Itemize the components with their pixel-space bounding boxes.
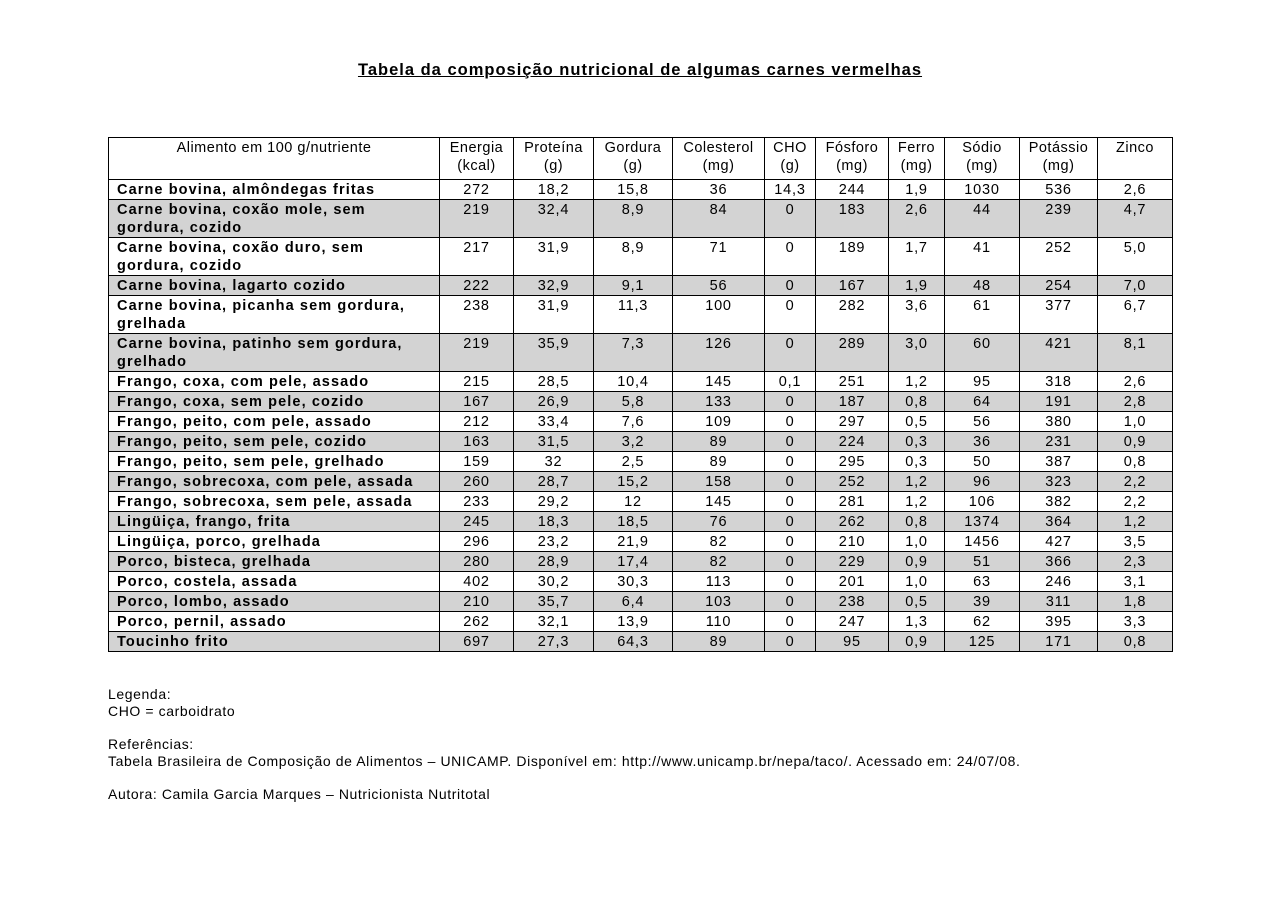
value-cell: 0,8 — [1098, 452, 1173, 472]
value-cell: 191 — [1020, 392, 1098, 412]
value-cell: 0 — [765, 472, 816, 492]
value-cell: 311 — [1020, 592, 1098, 612]
value-cell: 280 — [440, 552, 514, 572]
value-cell: 167 — [440, 392, 514, 412]
value-cell: 89 — [673, 432, 765, 452]
value-cell: 89 — [673, 452, 765, 472]
value-cell: 217 — [440, 238, 514, 276]
food-name-cell: Carne bovina, patinho sem gordura, grelhado — [109, 334, 440, 372]
value-cell: 0 — [765, 452, 816, 472]
value-cell: 0 — [765, 492, 816, 512]
value-cell: 536 — [1020, 180, 1098, 200]
value-cell: 0,3 — [889, 452, 945, 472]
value-cell: 189 — [816, 238, 889, 276]
value-cell: 246 — [1020, 572, 1098, 592]
value-cell: 697 — [440, 632, 514, 652]
value-cell: 251 — [816, 372, 889, 392]
value-cell: 380 — [1020, 412, 1098, 432]
value-cell: 31,5 — [514, 432, 594, 452]
value-cell: 31,9 — [514, 238, 594, 276]
author-credit: Autora: Camila Garcia Marques – Nutricionista Nutritotal — [108, 786, 491, 802]
table-header-row — [109, 138, 1173, 180]
value-cell: 36 — [945, 432, 1020, 452]
value-cell: 219 — [440, 334, 514, 372]
value-cell: 12 — [594, 492, 673, 512]
value-cell: 289 — [816, 334, 889, 372]
food-name-cell: Lingüiça, frango, frita — [109, 512, 440, 532]
table-row — [109, 572, 1173, 592]
value-cell: 1,2 — [889, 372, 945, 392]
value-cell: 39 — [945, 592, 1020, 612]
value-cell: 318 — [1020, 372, 1098, 392]
value-cell: 7,0 — [1098, 276, 1173, 296]
value-cell: 2,3 — [1098, 552, 1173, 572]
header-iron: Ferro (mg) — [889, 138, 945, 180]
value-cell: 32,1 — [514, 612, 594, 632]
value-cell: 95 — [945, 372, 1020, 392]
value-cell: 262 — [816, 512, 889, 532]
value-cell: 1,8 — [1098, 592, 1173, 612]
value-cell: 229 — [816, 552, 889, 572]
value-cell: 0 — [765, 612, 816, 632]
value-cell: 247 — [816, 612, 889, 632]
value-cell: 395 — [1020, 612, 1098, 632]
table-row — [109, 612, 1173, 632]
table-row — [109, 412, 1173, 432]
food-name-cell: Frango, coxa, sem pele, cozido — [109, 392, 440, 412]
value-cell: 2,5 — [594, 452, 673, 472]
value-cell: 1374 — [945, 512, 1020, 532]
value-cell: 254 — [1020, 276, 1098, 296]
value-cell: 260 — [440, 472, 514, 492]
value-cell: 23,2 — [514, 532, 594, 552]
value-cell: 8,9 — [594, 238, 673, 276]
value-cell: 167 — [816, 276, 889, 296]
value-cell: 18,2 — [514, 180, 594, 200]
document-title: Tabela da composição nutricional de algumas carnes vermelhas — [357, 61, 923, 79]
value-cell: 35,9 — [514, 334, 594, 372]
value-cell: 27,3 — [514, 632, 594, 652]
value-cell: 1,9 — [889, 276, 945, 296]
value-cell: 0,8 — [889, 512, 945, 532]
table-row — [109, 452, 1173, 472]
table-row — [109, 238, 1173, 276]
table-body — [109, 180, 1173, 652]
value-cell: 0,9 — [1098, 432, 1173, 452]
value-cell: 0 — [765, 200, 816, 238]
value-cell: 201 — [816, 572, 889, 592]
references-label: Referências: — [108, 736, 194, 752]
value-cell: 7,3 — [594, 334, 673, 372]
value-cell: 5,0 — [1098, 238, 1173, 276]
table-row — [109, 432, 1173, 452]
value-cell: 109 — [673, 412, 765, 432]
table-row — [109, 512, 1173, 532]
value-cell: 2,2 — [1098, 472, 1173, 492]
value-cell: 1,7 — [889, 238, 945, 276]
value-cell: 145 — [673, 372, 765, 392]
value-cell: 183 — [816, 200, 889, 238]
value-cell: 10,4 — [594, 372, 673, 392]
value-cell: 29,2 — [514, 492, 594, 512]
value-cell: 382 — [1020, 492, 1098, 512]
food-name-cell: Carne bovina, picanha sem gordura, grelhada — [109, 296, 440, 334]
value-cell: 76 — [673, 512, 765, 532]
value-cell: 18,3 — [514, 512, 594, 532]
value-cell: 219 — [440, 200, 514, 238]
value-cell: 323 — [1020, 472, 1098, 492]
value-cell: 36 — [673, 180, 765, 200]
table-row — [109, 276, 1173, 296]
value-cell: 9,1 — [594, 276, 673, 296]
value-cell: 126 — [673, 334, 765, 372]
header-phosphorus: Fósforo (mg) — [816, 138, 889, 180]
value-cell: 244 — [816, 180, 889, 200]
value-cell: 231 — [1020, 432, 1098, 452]
food-name-cell: Porco, bisteca, grelhada — [109, 552, 440, 572]
value-cell: 56 — [945, 412, 1020, 432]
value-cell: 7,6 — [594, 412, 673, 432]
header-energy: Energia (kcal) — [440, 138, 514, 180]
value-cell: 215 — [440, 372, 514, 392]
header-food: Alimento em 100 g/nutriente — [109, 138, 440, 180]
value-cell: 1,2 — [889, 472, 945, 492]
value-cell: 48 — [945, 276, 1020, 296]
value-cell: 89 — [673, 632, 765, 652]
food-name-cell: Frango, coxa, com pele, assado — [109, 372, 440, 392]
value-cell: 145 — [673, 492, 765, 512]
value-cell: 0 — [765, 238, 816, 276]
value-cell: 366 — [1020, 552, 1098, 572]
value-cell: 2,8 — [1098, 392, 1173, 412]
legend-label: Legenda: — [108, 686, 172, 702]
value-cell: 0 — [765, 392, 816, 412]
value-cell: 3,3 — [1098, 612, 1173, 632]
value-cell: 96 — [945, 472, 1020, 492]
value-cell: 3,6 — [889, 296, 945, 334]
legend-text: CHO = carboidrato — [108, 703, 236, 719]
header-zinc: Zinco — [1098, 138, 1173, 180]
food-name-cell: Lingüiça, porco, grelhada — [109, 532, 440, 552]
value-cell: 0,3 — [889, 432, 945, 452]
table-row — [109, 592, 1173, 612]
value-cell: 26,9 — [514, 392, 594, 412]
value-cell: 272 — [440, 180, 514, 200]
value-cell: 297 — [816, 412, 889, 432]
food-name-cell: Toucinho frito — [109, 632, 440, 652]
value-cell: 0 — [765, 512, 816, 532]
value-cell: 1,0 — [1098, 412, 1173, 432]
value-cell: 3,1 — [1098, 572, 1173, 592]
value-cell: 377 — [1020, 296, 1098, 334]
value-cell: 110 — [673, 612, 765, 632]
value-cell: 158 — [673, 472, 765, 492]
value-cell: 17,4 — [594, 552, 673, 572]
header-protein: Proteína (g) — [514, 138, 594, 180]
value-cell: 6,4 — [594, 592, 673, 612]
value-cell: 41 — [945, 238, 1020, 276]
food-name-cell: Carne bovina, coxão mole, sem gordura, cozido — [109, 200, 440, 238]
food-name-cell: Frango, peito, sem pele, grelhado — [109, 452, 440, 472]
value-cell: 28,7 — [514, 472, 594, 492]
value-cell: 125 — [945, 632, 1020, 652]
value-cell: 106 — [945, 492, 1020, 512]
value-cell: 210 — [440, 592, 514, 612]
value-cell: 56 — [673, 276, 765, 296]
value-cell: 1,3 — [889, 612, 945, 632]
table-row — [109, 296, 1173, 334]
value-cell: 295 — [816, 452, 889, 472]
value-cell: 8,9 — [594, 200, 673, 238]
table-row — [109, 200, 1173, 238]
value-cell: 252 — [1020, 238, 1098, 276]
value-cell: 1,9 — [889, 180, 945, 200]
value-cell: 2,6 — [1098, 180, 1173, 200]
value-cell: 281 — [816, 492, 889, 512]
value-cell: 32,4 — [514, 200, 594, 238]
value-cell: 0 — [765, 572, 816, 592]
value-cell: 32 — [514, 452, 594, 472]
value-cell: 171 — [1020, 632, 1098, 652]
value-cell: 1456 — [945, 532, 1020, 552]
value-cell: 0 — [765, 632, 816, 652]
value-cell: 0 — [765, 532, 816, 552]
value-cell: 13,9 — [594, 612, 673, 632]
value-cell: 0,1 — [765, 372, 816, 392]
value-cell: 15,2 — [594, 472, 673, 492]
value-cell: 0 — [765, 296, 816, 334]
value-cell: 0,5 — [889, 412, 945, 432]
value-cell: 1,2 — [889, 492, 945, 512]
value-cell: 21,9 — [594, 532, 673, 552]
table-row — [109, 392, 1173, 412]
value-cell: 0 — [765, 432, 816, 452]
value-cell: 50 — [945, 452, 1020, 472]
food-name-cell: Carne bovina, lagarto cozido — [109, 276, 440, 296]
value-cell: 212 — [440, 412, 514, 432]
value-cell: 0 — [765, 592, 816, 612]
value-cell: 5,8 — [594, 392, 673, 412]
value-cell: 44 — [945, 200, 1020, 238]
value-cell: 1,0 — [889, 572, 945, 592]
value-cell: 31,9 — [514, 296, 594, 334]
value-cell: 0 — [765, 552, 816, 572]
value-cell: 427 — [1020, 532, 1098, 552]
value-cell: 100 — [673, 296, 765, 334]
value-cell: 28,5 — [514, 372, 594, 392]
value-cell: 159 — [440, 452, 514, 472]
value-cell: 63 — [945, 572, 1020, 592]
value-cell: 0,8 — [1098, 632, 1173, 652]
value-cell: 0 — [765, 276, 816, 296]
header-cho: CHO (g) — [765, 138, 816, 180]
table-row — [109, 180, 1173, 200]
value-cell: 133 — [673, 392, 765, 412]
value-cell: 163 — [440, 432, 514, 452]
food-name-cell: Frango, sobrecoxa, com pele, assada — [109, 472, 440, 492]
value-cell: 210 — [816, 532, 889, 552]
food-name-cell: Porco, lombo, assado — [109, 592, 440, 612]
value-cell: 84 — [673, 200, 765, 238]
value-cell: 238 — [440, 296, 514, 334]
value-cell: 33,4 — [514, 412, 594, 432]
table-row — [109, 492, 1173, 512]
value-cell: 252 — [816, 472, 889, 492]
value-cell: 15,8 — [594, 180, 673, 200]
value-cell: 1,2 — [1098, 512, 1173, 532]
value-cell: 11,3 — [594, 296, 673, 334]
value-cell: 238 — [816, 592, 889, 612]
value-cell: 0,9 — [889, 632, 945, 652]
notes-section — [108, 686, 1020, 803]
value-cell: 60 — [945, 334, 1020, 372]
value-cell: 387 — [1020, 452, 1098, 472]
value-cell: 0,5 — [889, 592, 945, 612]
table-row — [109, 532, 1173, 552]
food-name-cell: Frango, sobrecoxa, sem pele, assada — [109, 492, 440, 512]
value-cell: 71 — [673, 238, 765, 276]
value-cell: 364 — [1020, 512, 1098, 532]
header-fat: Gordura (g) — [594, 138, 673, 180]
food-name-cell: Porco, pernil, assado — [109, 612, 440, 632]
value-cell: 296 — [440, 532, 514, 552]
food-name-cell: Frango, peito, com pele, assado — [109, 412, 440, 432]
table-row — [109, 632, 1173, 652]
references-text: Tabela Brasileira de Composição de Alimentos – UNICAMP. Disponível em: http://www.unicamp.br/nepa/taco/. Acessado em: 24/07/08. — [108, 753, 1021, 769]
value-cell: 262 — [440, 612, 514, 632]
value-cell: 0,8 — [889, 392, 945, 412]
food-name-cell: Frango, peito, sem pele, cozido — [109, 432, 440, 452]
value-cell: 2,6 — [1098, 372, 1173, 392]
value-cell: 224 — [816, 432, 889, 452]
value-cell: 32,9 — [514, 276, 594, 296]
value-cell: 1030 — [945, 180, 1020, 200]
table-row — [109, 372, 1173, 392]
value-cell: 30,3 — [594, 572, 673, 592]
food-name-cell: Porco, costela, assada — [109, 572, 440, 592]
value-cell: 2,2 — [1098, 492, 1173, 512]
nutrition-table — [108, 137, 1173, 652]
value-cell: 1,0 — [889, 532, 945, 552]
header-sodium: Sódio (mg) — [945, 138, 1020, 180]
value-cell: 95 — [816, 632, 889, 652]
value-cell: 4,7 — [1098, 200, 1173, 238]
value-cell: 51 — [945, 552, 1020, 572]
value-cell: 8,1 — [1098, 334, 1173, 372]
value-cell: 0 — [765, 412, 816, 432]
value-cell: 3,2 — [594, 432, 673, 452]
food-name-cell: Carne bovina, almôndegas fritas — [109, 180, 440, 200]
value-cell: 3,5 — [1098, 532, 1173, 552]
food-name-cell: Carne bovina, coxão duro, sem gordura, cozido — [109, 238, 440, 276]
value-cell: 402 — [440, 572, 514, 592]
value-cell: 3,0 — [889, 334, 945, 372]
header-potassium: Potássio (mg) — [1020, 138, 1098, 180]
value-cell: 187 — [816, 392, 889, 412]
value-cell: 233 — [440, 492, 514, 512]
value-cell: 282 — [816, 296, 889, 334]
header-cholesterol: Colesterol (mg) — [673, 138, 765, 180]
value-cell: 0,9 — [889, 552, 945, 572]
value-cell: 14,3 — [765, 180, 816, 200]
value-cell: 2,6 — [889, 200, 945, 238]
table-row — [109, 472, 1173, 492]
table-row — [109, 334, 1173, 372]
value-cell: 82 — [673, 552, 765, 572]
value-cell: 61 — [945, 296, 1020, 334]
value-cell: 18,5 — [594, 512, 673, 532]
value-cell: 64,3 — [594, 632, 673, 652]
value-cell: 64 — [945, 392, 1020, 412]
value-cell: 103 — [673, 592, 765, 612]
value-cell: 239 — [1020, 200, 1098, 238]
value-cell: 28,9 — [514, 552, 594, 572]
value-cell: 222 — [440, 276, 514, 296]
value-cell: 0 — [765, 334, 816, 372]
value-cell: 30,2 — [514, 572, 594, 592]
value-cell: 35,7 — [514, 592, 594, 612]
value-cell: 245 — [440, 512, 514, 532]
value-cell: 82 — [673, 532, 765, 552]
table-row — [109, 552, 1173, 572]
value-cell: 113 — [673, 572, 765, 592]
value-cell: 62 — [945, 612, 1020, 632]
value-cell: 6,7 — [1098, 296, 1173, 334]
value-cell: 421 — [1020, 334, 1098, 372]
